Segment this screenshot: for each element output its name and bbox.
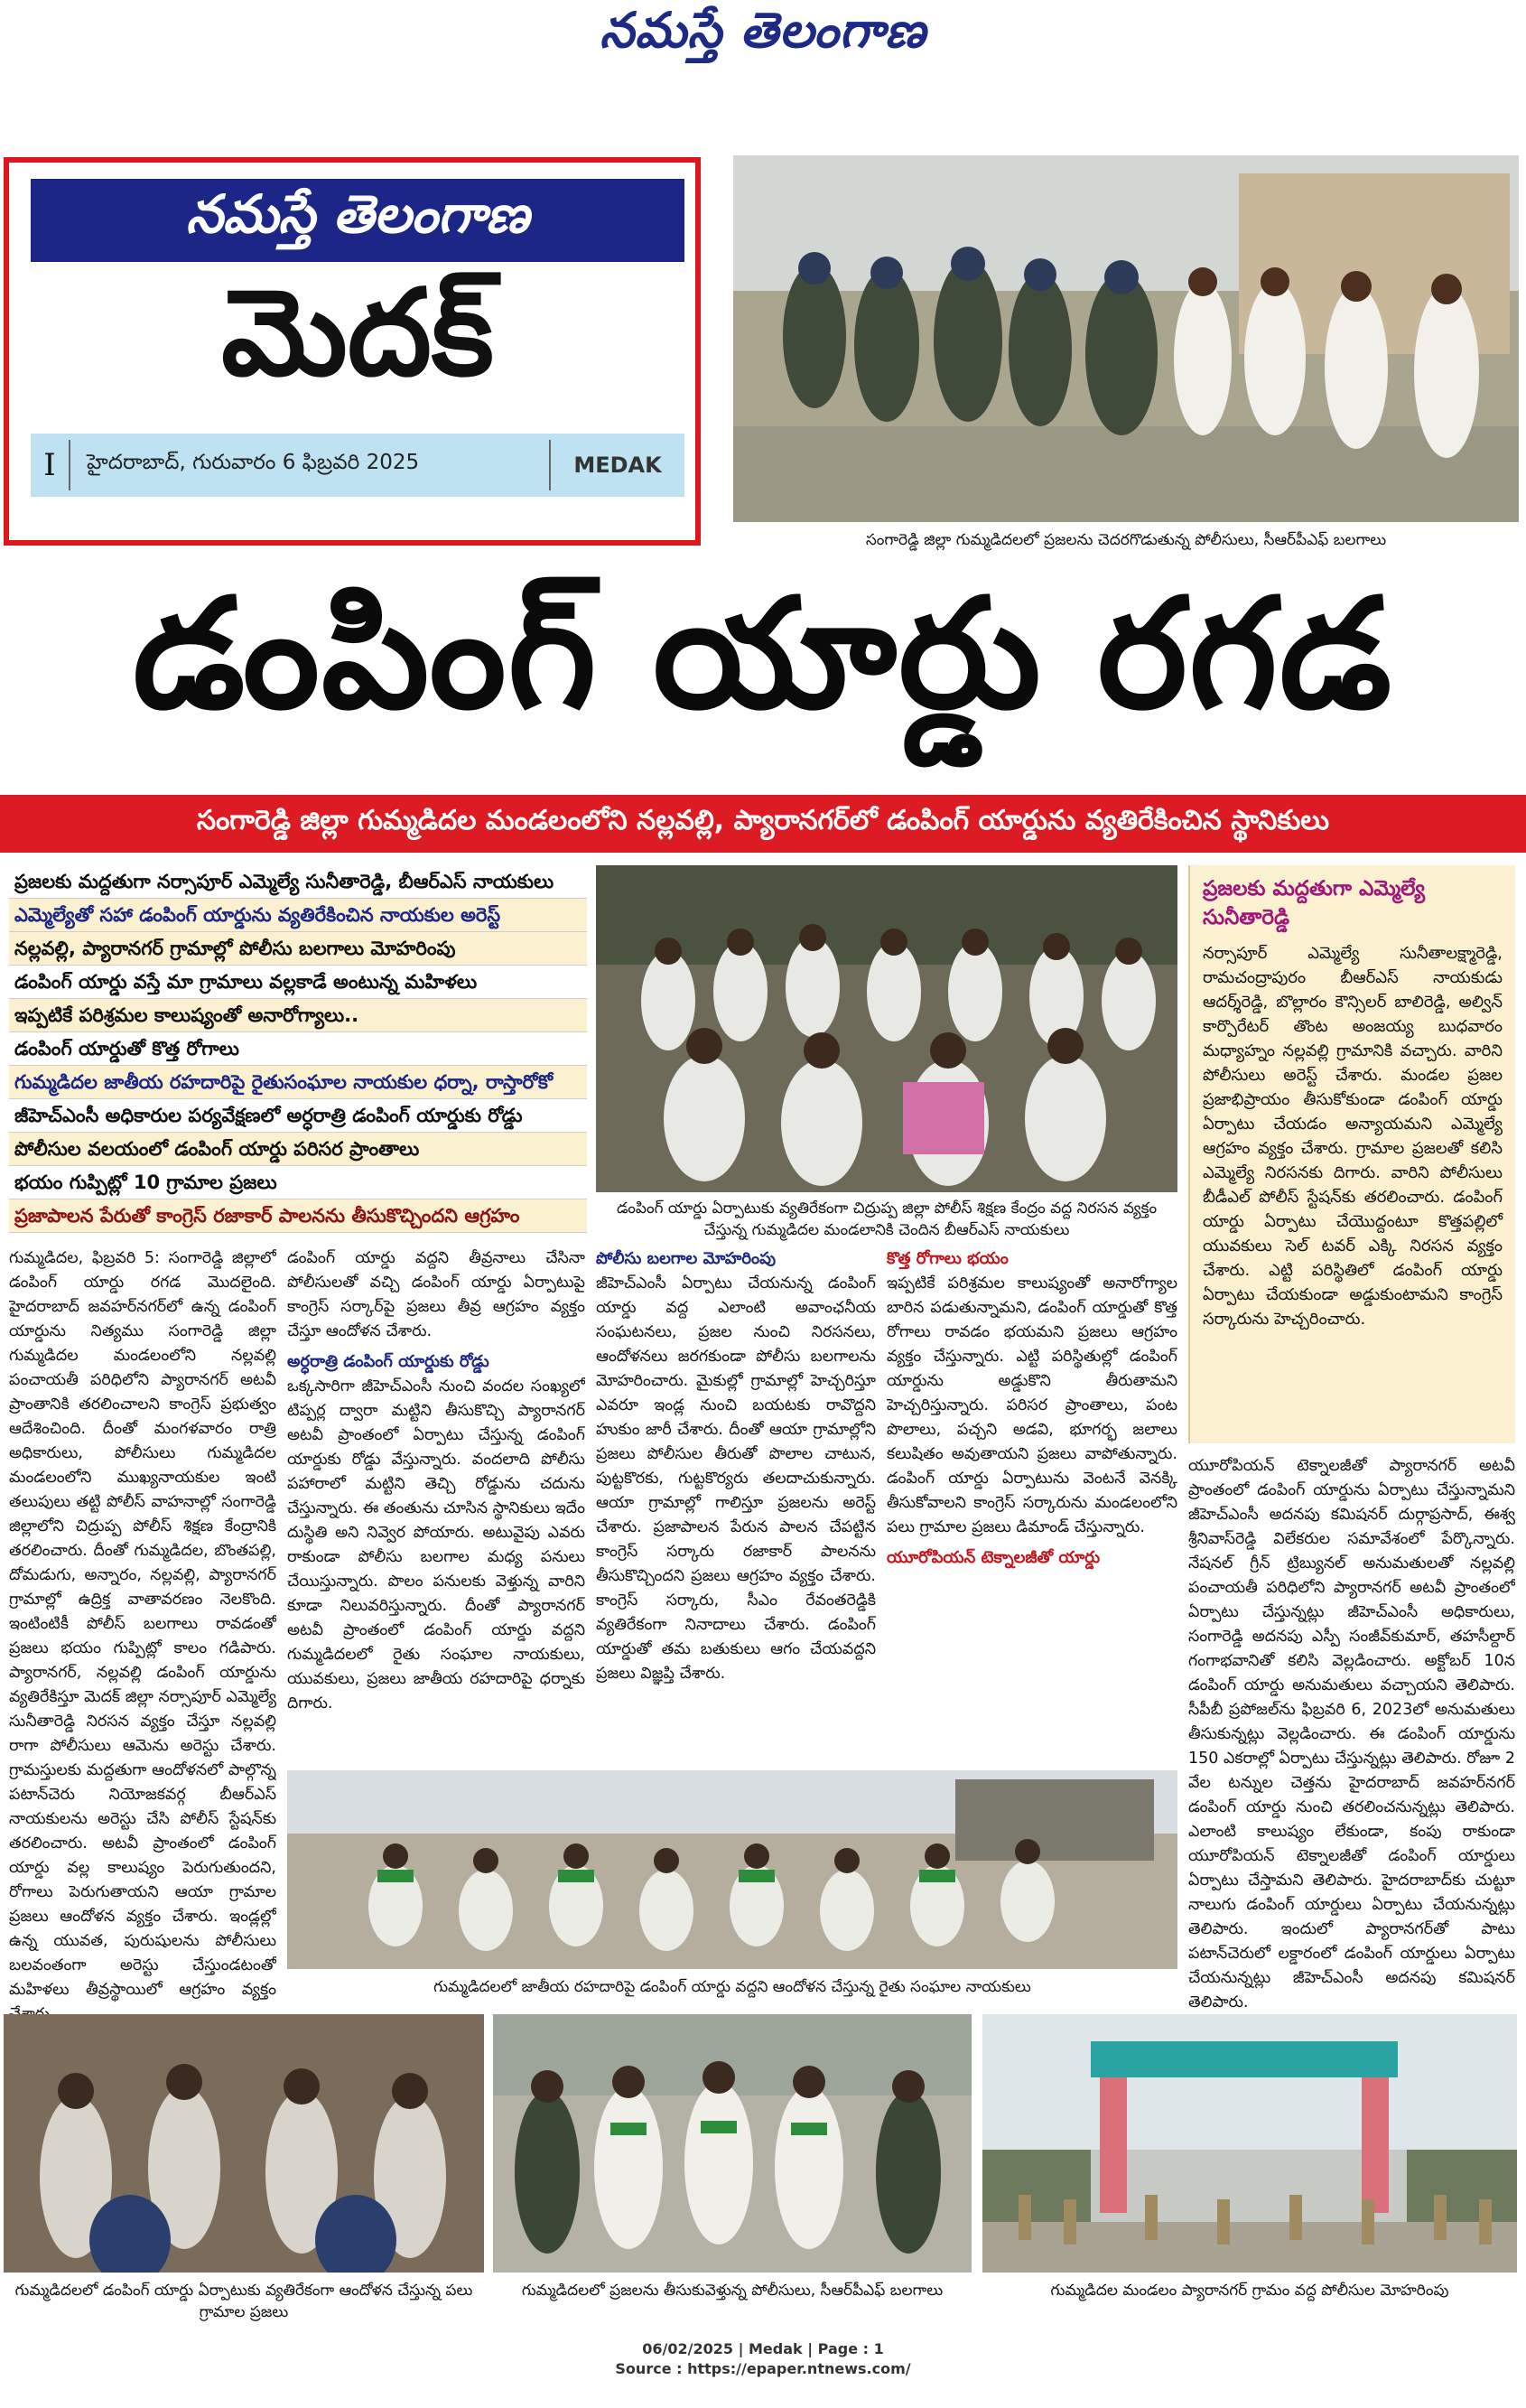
caption-police-escort: గుమ్మడిదలలో ప్రజలను తీసుకువెళ్తున్న పోలీసులు, సీఆర్‌పీఎఫ్ బలగాలు	[521, 2282, 944, 2300]
photo-police-escort	[493, 2014, 972, 2273]
sidebar-mla-support	[1188, 865, 1515, 1443]
caption-police-deployment: గుమ్మడిదల మండలం ప్యారానగర్ గ్రామం వద్ద పోలీసుల మోహరింపు	[1050, 2282, 1449, 2300]
caption-village-protest: గుమ్మడిదలలో డంపింగ్ యార్డు ఏర్పాటుకు వ్యతిరేకంగా ఆందోళన చేస్తున్న పలు గ్రామాల ప్రజలు	[14, 2282, 473, 2321]
photo-police-crowd	[733, 155, 1519, 522]
article-column-3	[596, 1246, 876, 1761]
article-col4-text: ఇప్పటికే పరిశ్రమల కాలుష్యంతో అనారోగ్యాల బారిన పడుతున్నామని, డంపింగ్ యార్డుతో కొత్త రోగాలు రావడం భయమని ప్రజలు ఆగ్రహం వ్యక్తం చేస్తున్నారు. ఎట్టి పరిస్థితుల్లో డంపింగ్ యార్డును అడ్డుకొని తీరుతామని హెచ్చరిస్తున్నారు. పరిసర ప్రాంతాలు, పంట పొలాలు, పచ్చని అడవి, భూగర్భ జలాలు కలుషితం అవుతాయని ప్రజలు వాపోతున్నారు. డంపింగ్ యార్డు ఏర్పాటును వెంటనే వెనక్కి తీసుకోవాలని కాంగ్రెస్ సర్కారును మండలంలోని పలు గ్రామాల ప్రజలు డిమాండ్ చేస్తున్నారు.	[887, 1274, 1177, 1536]
highlight-item: గుమ్మడిదల జాతీయ రహదారిపై రైతుసంఘాల నాయకుల ధర్నా, రాస్తారోకో	[9, 1066, 587, 1099]
main-headline	[0, 565, 1526, 768]
article-col4b-text: యూరోపియన్ టెక్నాలజీతో ప్యారానగర్ అటవీ ప్రాంతంలో డంపింగ్ యార్డును ఏర్పాటు చేస్తున్నామని జీహెచ్‌ఎంసీ అదనపు కమిషనర్ దుర్గాప్రసాద్, ఈశ్వ శ్రీనివాస్‌రెడ్డి విలేకరుల సమావేశంలో పేర్కొన్నారు. నేషనల్ గ్రీన్ ట్రిబ్యునల్ అనుమతులతో నల్లవల్లి పంచాయతీ పరిధిలోని ప్యారానగర్ అటవీ ప్రాంతంలో ఏర్పాటు చేస్తున్నట్లు జీహెచ్‌ఎంసీ అధికారులు, సంగారెడ్డి అదనపు ఎస్పీ సంజీవ్‌కుమార్, తహసీల్దార్ గంగాభవానితో కలిసి వెల్లడించారు. అక్టోబర్ 10న డంపింగ్ యార్డు అనుమతులు వచ్చాయని తెలిపారు. సీపీబీ ప్రపోజల్‌ను ఫిబ్రవరి 6, 2023లో అనుమతులు తీసుకున్నట్లు వెల్లడించారు. ఈ డంపింగ్ యార్డును 150 ఎకరాల్లో ఏర్పాటు చేస్తున్నట్లు తెలిపారు. రోజూ 2 వేల టన్నుల చెత్తను హైదరాబాద్ జవహర్‌నగర్ డంపింగ్ యార్డు నుంచి తరలించనున్నట్లు తెలిపారు. ఎలాంటి కాలుష్యం లేకుండా, కంపు రాకుండా యూరోపియన్ టెక్నాలజీతో డంపింగ్ యార్డులు ఏర్పాటు చేస్తామని తెలిపారు. హైదరాబాద్‌కు చుట్టూ నాలుగు డంపింగ్ యార్డులు ఏర్పాటు చేయనున్నట్లు తెలిపారు. ఇందులో ప్యారానగర్‌తో పాటు పటాన్‌చెరులో లక్డారంలో డంపింగ్ యార్డులు ఏర్పాటు చేయనున్నట్లు జీహెచ్‌ఎంసీ అదనపు కమిషనర్ తెలిపారు.	[1188, 1457, 1515, 2011]
highlight-item: నల్లవల్లి, ప్యారానగర్ గ్రామాల్లో పోలీసు బలగాలు మోహరింపు	[9, 932, 587, 966]
page-footer	[0, 2339, 1526, 2379]
caption-road-protest: గుమ్మడిదలలో జాతీయ రహదారిపై డంపింగ్ యార్డు వద్దని ఆందోళన చేస్తున్న రైతు సంఘాల నాయకులు	[433, 1978, 1031, 1996]
edition-paper-name-bar	[31, 179, 684, 262]
highlight-item: ఎమ్మెల్యేతో సహా డంపింగ్ యార్డును వ్యతిరేకించిన నాయకుల అరెస్ట్	[9, 899, 587, 932]
masthead-logo: నమస్తే తెలంగాణ	[600, 1, 926, 59]
edition-district: మెదక్	[221, 264, 494, 403]
photo-police-deployment	[982, 2014, 1517, 2273]
article-col3-subheading: పోలీసు బలగాల మోహరింపు	[596, 1249, 777, 1268]
main-headline-text: డంపింగ్ యార్డు రగడ	[132, 565, 1394, 742]
article-col2b-text: ఒక్కసారిగా జీహెచ్‌ఎంసీ నుంచి వందల సంఖ్యలో టిప్పర్ల ద్వారా మట్టిని తీసుకొచ్చి ప్యారానగర్ అటవీ ప్రాంతంలో ఏర్పాటు చేస్తున్న డంపింగ్ యార్డుకు రోడ్డు వేస్తున్నారు. వందలాది పోలీసు పహారాలో మట్టిని తెచ్చి రోడ్డును చదును చేస్తున్నారు. ఈ తంతును చూసిన స్థానికులు ఇదేం దుస్థితి అని నివ్వెర పోయారు. అటువైపు ఎవరు రాకుండా పోలీసు బలగాల మధ్య పనులు చేయిస్తున్నారు. పొలం పనులకు వెళ్తున్న వారిని కూడా నిలువరిస్తున్నారు. దీంతో ప్యారానగర్ అటవీ ప్రాంతంలో డంపింగ్ యార్డు వద్దని గుమ్మడిదలలో రైతు సంఘాల నాయకులు, యువకులు, ప్రజలు జాతీయ రహదారిపై ధర్నాకు దిగారు.	[287, 1377, 585, 1713]
article-col2-subheading: అర్ధరాత్రి డంపింగ్ యార్డుకు రోడ్డు	[287, 1352, 489, 1371]
edition-box	[4, 157, 701, 546]
highlight-item: డంపింగ్ యార్డుతో కొత్త రోగాలు	[9, 1032, 587, 1066]
article-column-4	[887, 1246, 1177, 1761]
photo-road-protest-image	[287, 1770, 1177, 1969]
photo-brs-protest	[596, 865, 1177, 1192]
subheadline-bar	[0, 795, 1526, 853]
edition-paper-name: నమస్తే తెలంగాణ	[186, 182, 529, 245]
photo-police-escort-image	[493, 2014, 972, 2273]
edition-district-block	[31, 264, 684, 425]
subheadline-text: సంగారెడ్డి జిల్లా గుమ్మడిదల మండలంలోని నల్లవల్లి, ప్యారానగర్‌లో డంపింగ్ యార్డును వ్యతిరేకించిన స్థానికులు	[197, 805, 1329, 836]
article-column-2	[287, 1246, 585, 1761]
highlight-item: ఇప్పటికే పరిశ్రమల కాలుష్యంతో అనారోగ్యాలు..	[9, 999, 587, 1032]
highlights-list	[9, 865, 587, 1228]
article-col3-text: జీహెచ్‌ఎంసీ ఏర్పాటు చేయనున్న డంపింగ్ యార్డు వద్ద ఎలాంటి అవాంఛనీయ సంఘటనలు, ప్రజల నుంచి నిరసనలు, ఆందోళనలు జరగకుండా పోలీసు బలగాలను మోహరించారు. మైకుల్లో గ్రామాల్లో హెచ్చరిస్తూ ఎవరూ ఇండ్ల నుంచి బయటకు రావొద్దని హుకుం జారీ చేశారు. దీంతో ఆయా గ్రామాల్లోని ప్రజలు పోలీసుల తీరుతో పొలాల చాటున, పుట్టకొరకు, గుట్టకొర్యరు తలదాచుకున్నారు. ఆయా గ్రామాల్లో గాలిస్తూ ప్రజలను అరెస్ట్ చేశారు. ప్రజాపాలన పేరున పాలన చేపట్టిన కాంగ్రెస్ సర్కారు రజాకార్ పాలనను తీసుకొచ్చిందని ప్రజలు ఆగ్రహం వ్యక్తం చేశారు. కాంగ్రెస్ సర్కారు, సీఎం రేవంతరెడ్డికి వ్యతిరేకంగా నినాదాలు చేశారు. డంపింగ్ యార్డుతో తమ బతుకులు ఆగం చేయవద్దని ప్రజలు విజ్ఞప్తి చేశారు.	[596, 1274, 876, 1683]
article-col2-text: డంపింగ్ యార్డు వద్దని తీవ్రనాలు చేసినా పోలీసులతో వచ్చి డంపింగ్ యార్డు ఏర్పాటుపై కాంగ్రెస్ సర్కార్‌పై ప్రజలు తీవ్ర ఆగ్రహం వ్యక్తం చేస్తూ ఆందోళన చేశారు.	[287, 1249, 585, 1340]
highlight-item: భయం గుప్పిట్లో 10 గ్రామాల ప్రజలు	[9, 1166, 587, 1199]
photo-village-protest	[4, 2014, 484, 2273]
edition-dateline-bar	[31, 434, 684, 497]
sidebar-heading: ప్రజలకు మద్దతుగా ఎమ్మెల్యే సునీతారెడ్డి	[1203, 877, 1425, 929]
photo-brs-protest-image	[596, 865, 1177, 1192]
highlight-item: పోలీసుల వలయంలో డంపింగ్ యార్డు పరిసర ప్రాంతాలు	[9, 1133, 587, 1166]
edition-code: MEDAK	[549, 440, 684, 490]
edition-roman: I	[31, 440, 70, 490]
article-col4-subheading: కొత్త రోగాలు భయం	[887, 1249, 1009, 1268]
photo-police-deployment-image	[982, 2014, 1517, 2273]
footer-source-line: Source : https://epaper.ntnews.com/	[615, 2360, 911, 2377]
masthead	[0, 0, 1526, 72]
highlight-item: ప్రజలకు మద్దతుగా నర్సాపూర్ ఎమ్మెల్యే సునీతారెడ్డి, బీఆర్‌ఎస్ నాయకులు	[9, 865, 587, 899]
footer-edition-line: 06/02/2025 | Medak | Page : 1	[642, 2340, 884, 2357]
photo-road-protest	[287, 1770, 1177, 1969]
sidebar-body: నర్సాపూర్ ఎమ్మెల్యే సునీతాలక్ష్మారెడ్డి, రామచంద్రాపురం బీఆర్‌ఎస్ నాయకుడు ఆదర్శ్‌రెడ్డి, బొల్లారం కౌన్సిలర్ బాలిరెడ్డి, అల్విన్ కార్పొరేటర్ తొంట అంజయ్య బుధవారం మధ్యాహ్నం నల్లవల్లి గ్రామానికి వచ్చారు. వారిని పోలీసులు అరెస్ట్ చేశారు. మండల ప్రజల ప్రజాభిప్రాయం తీసుకోకుండా డంపింగ్ యార్డు ఏర్పాటు చేయడం అన్యాయమని ఎమ్మెల్యే ఆగ్రహం వ్యక్తం చేశారు. గ్రామాల ప్రజలతో కలిసి ఎమ్మెల్యే నిరసనకు దిగారు. వారిని పోలీసులు బీడీఎల్ పోలీస్ స్టేషన్‌కు తరలించారు. డంపింగ్ యార్డు ఏర్పాటు చేయొద్దంటూ కొత్తపల్లిలో యువకులు సెల్ టవర్ ఎక్కి నిరసన వ్యక్తం చేశారు. ఎట్టి పరిస్థితిలో డంపింగ్ యార్డు ఏర్పాటు చేయకుండా అడ్డుకుంటామని కాంగ్రెస్ సర్కారును హెచ్చరించారు.	[1203, 944, 1503, 1329]
highlight-item: డంపింగ్ యార్డు వస్తే మా గ్రామాలు వల్లకాడే అంటున్న మహిళలు	[9, 966, 587, 999]
edition-dateline: హైదరాబాద్, గురువారం 6 ఫిబ్రవరి 2025	[87, 451, 420, 474]
caption-brs-protest: డంపింగ్ యార్డు ఏర్పాటుకు వ్యతిరేకంగా చిద్రుప్ప జిల్లా పోలీస్ శిక్షణ కేంద్రం వద్ద నిరసన వ్యక్తం చేస్తున్న గుమ్మడిదల మండలానికి చెందిన బీఆర్‌ఎస్ నాయకులు	[616, 1199, 1158, 1239]
caption-police-crowd: సంగారెడ్డి జిల్లా గుమ్మడిదలలో ప్రజలను చెదరగొడుతున్న పోలీసులు, సీఆర్‌పీఎఫ్ బలగాలు	[865, 531, 1387, 549]
article-col4-subheading-2: యూరోపియన్ టెక్నాలజీతో యార్డు	[887, 1548, 1101, 1567]
photo-village-protest-image	[4, 2014, 484, 2273]
photo-police-crowd-image	[733, 155, 1519, 522]
highlight-item: జీహెచ్‌ఎంసీ అధికారుల పర్యవేక్షణలో అర్ధరాత్రి డంపింగ్ యార్డుకు రోడ్డు	[9, 1099, 587, 1133]
highlight-item: ప్రజాపాలన పేరుతో కాంగ్రెస్ రజాకార్ పాలనను తీసుకొచ్చిందని ఆగ్రహం	[9, 1199, 587, 1233]
article-col1-text: గుమ్మడిదల, ఫిబ్రవరి 5: సంగారెడ్డి జిల్లాలో డంపింగ్ యార్డు రగడ మొదలైంది. హైదరాబాద్ జవహర్‌నగర్‌లో ఉన్న డంపింగ్ యార్డును నిత్యము సంగారెడ్డి జిల్లా గుమ్మడిదల మండలంలోని నల్లవల్లి పంచాయతీ పరిధిలోని ప్యారానగర్ అటవీ ప్రాంతానికి తరలించాలని కాంగ్రెస్ ప్రభుత్వం ఆదేశించింది. దీంతో మంగళవారం రాత్రి అధికారులు, పోలీసులు గుమ్మడిదల మండలంలోని ముఖ్యనాయకుల ఇంటి తలుపులు తట్టి పోలీస్ వాహనాల్లో సంగారెడ్డి జిల్లాలోని చిద్రుప్ప పోలీస్ శిక్షణ కేంద్రానికి తరలించారు. దీంతో గుమ్మడిదల, బొంతపల్లి, దోమడుగు, అన్నారం, నల్లవల్లి, ప్యారానగర్ గ్రామాల్లో ఉద్రిక్త వాతావరణం నెలకొంది. ఇంటింటికీ పోలీస్ బలగాలు రావడంతో ప్రజలు భయం గుప్పిట్లో కాలం గడిపారు. ప్యారానగర్, నల్లవల్లి డంపింగ్ యార్డును వ్యతిరేకిస్తూ మెదక్ జిల్లా నర్సాపూర్ ఎమ్మెల్యే సునీతారెడ్డి నిరసన వ్యక్తం చేస్తూ నల్లవల్లి రాగా పోలీసులు ఆమెను అరెస్టు చేశారు. గ్రామస్తులకు మద్దతుగా ఆందోళనలో పాల్గొన్న పటాన్‌చెరు నియోజకవర్గ బీఆర్‌ఎస్ నాయకులను అరెస్టు చేసి పోలీస్ స్టేషన్‌కు తరలించారు. అటవీ ప్రాంతంలో డంపింగ్ యార్డు వల్ల కాలుష్యం పెరుగుతుందని, రోగాలు పెరుగుతాయని ఆయా గ్రామాల ప్రజలు ఆందోళన వ్యక్తం చేశారు. ఇండ్లల్లో ఉన్న యువత, పురుషులను పోలీసులు బలవంతంగా అరెస్టు చేస్తుండటంతో మహిళలు తీవ్రస్థాయిలో ఆగ్రహం వ్యక్తం	[9, 1249, 276, 1999]
